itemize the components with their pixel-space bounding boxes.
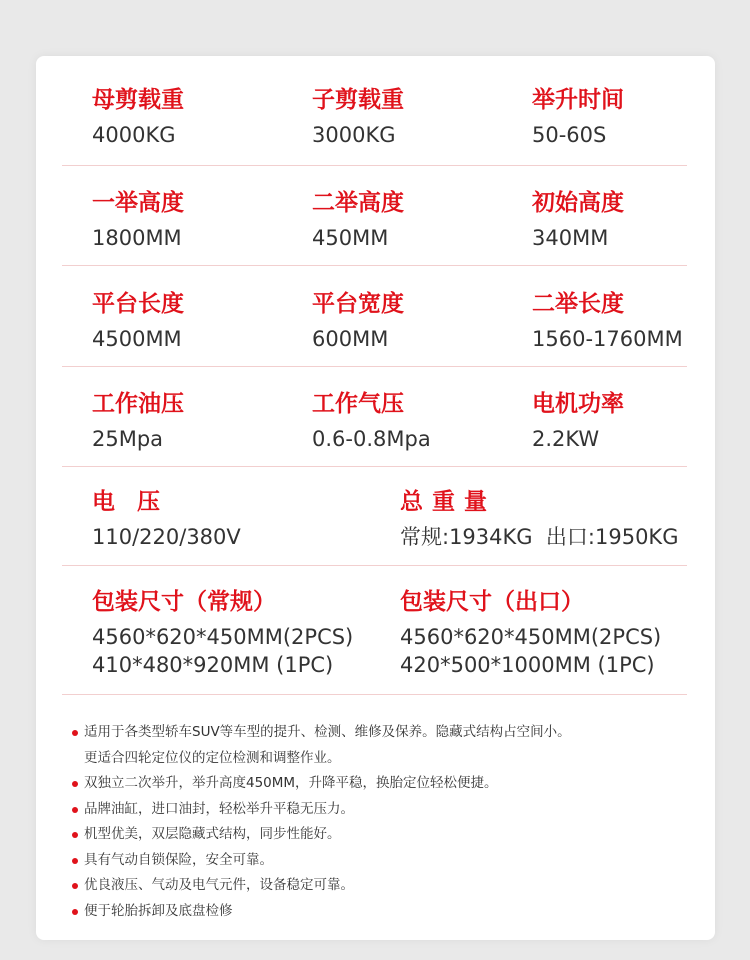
spec-row xyxy=(62,488,687,566)
bullet-icon xyxy=(72,883,78,889)
feature-text: 优良液压、气动及电气元件，设备稳定可靠。 xyxy=(84,877,354,893)
spec-row xyxy=(62,189,687,266)
bullet-icon xyxy=(72,832,78,838)
feature-text: 更适合四轮定位仪的定位检测和调整作业。 xyxy=(84,749,341,766)
spec-value: 25Mpa xyxy=(92,427,164,451)
bullet-icon xyxy=(72,807,78,813)
spec-cell-total-weight xyxy=(400,488,678,550)
spec-label: 一举高度 xyxy=(92,190,184,216)
feature-item xyxy=(72,720,712,746)
spec-value-line2: 410*480*920MM (1PC) xyxy=(92,653,334,677)
spec-label: 电压 xyxy=(92,489,182,515)
spec-row xyxy=(62,588,687,695)
spec-row xyxy=(62,390,687,467)
feature-text: 便于轮胎拆卸及底盘检修 xyxy=(84,902,233,919)
spec-label: 二举高度 xyxy=(312,190,404,216)
feature-item xyxy=(72,899,712,925)
spec-value: 4500MM xyxy=(92,327,182,351)
feature-text: 品牌油缸，进口油封，轻松举升平稳无压力。 xyxy=(84,800,354,817)
feature-text: 适用于各类型轿车SUV等车型的提升、检测、维修及保养。隐藏式结构占空间小。 xyxy=(84,724,571,740)
spec-value: 110/220/380V xyxy=(92,525,241,549)
spec-value-line2: 420*500*1000MM (1PC) xyxy=(400,653,655,677)
feature-list xyxy=(72,720,712,924)
spec-label: 工作油压 xyxy=(92,391,184,417)
spec-value: 2.2KW xyxy=(532,427,600,451)
spec-cell-second-lift-length xyxy=(532,290,683,352)
spec-label: 子剪载重 xyxy=(312,87,404,113)
spec-cell-lift-time xyxy=(532,86,624,148)
spec-value-line1: 4560*620*450MM(2PCS) xyxy=(400,625,662,649)
spec-value: 340MM xyxy=(532,226,609,250)
spec-value: 50-60S xyxy=(532,123,607,147)
spec-value: 450MM xyxy=(312,226,389,250)
spec-row xyxy=(62,86,687,166)
spec-cell-package-export xyxy=(400,588,661,678)
bullet-icon xyxy=(72,909,78,915)
spec-cell-motor-power xyxy=(532,390,624,452)
spec-cell-first-lift-height xyxy=(92,189,184,251)
spec-label: 平台长度 xyxy=(92,291,184,317)
spec-cell-platform-length xyxy=(92,290,184,352)
spec-cell-oil-pressure xyxy=(92,390,184,452)
spec-row xyxy=(62,290,687,367)
spec-label: 总重量 xyxy=(400,489,496,515)
feature-item xyxy=(72,822,712,848)
spec-label: 包装尺寸（出口） xyxy=(400,589,584,615)
spec-label: 二举长度 xyxy=(532,291,624,317)
spec-value: 1800MM xyxy=(92,226,182,250)
spec-label: 平台宽度 xyxy=(312,291,404,317)
bullet-icon xyxy=(72,781,78,787)
spec-label: 母剪载重 xyxy=(92,87,184,113)
feature-item xyxy=(72,873,712,899)
feature-item xyxy=(72,797,712,823)
spec-value: 1560-1760MM xyxy=(532,327,683,351)
feature-item-continuation xyxy=(72,746,712,772)
bullet-icon xyxy=(72,730,78,736)
spec-value: 4000KG xyxy=(92,123,176,147)
spec-cell-mother-load xyxy=(92,86,184,148)
spec-label: 初始高度 xyxy=(532,190,624,216)
spec-cell-platform-width xyxy=(312,290,404,352)
spec-cell-child-load xyxy=(312,86,404,148)
feature-text: 机型优美，双层隐藏式结构，同步性能好。 xyxy=(84,826,341,842)
spec-cell-air-pressure xyxy=(312,390,431,452)
spec-value: 600MM xyxy=(312,327,389,351)
spec-label: 举升时间 xyxy=(532,87,624,113)
feature-text: 双独立二次举升，举升高度450MM，升降平稳，换胎定位轻松便捷。 xyxy=(84,775,498,791)
feature-item xyxy=(72,848,712,874)
spec-value-line1: 4560*620*450MM(2PCS) xyxy=(92,625,354,649)
spec-card xyxy=(36,56,715,940)
spec-value: 3000KG xyxy=(312,123,396,147)
spec-label: 包装尺寸（常规） xyxy=(92,589,276,615)
spec-label: 工作气压 xyxy=(312,391,404,417)
spec-cell-initial-height xyxy=(532,189,624,251)
feature-text: 具有气动自锁保险，安全可靠。 xyxy=(84,851,273,868)
spec-value: 常规:1934KG 出口:1950KG xyxy=(400,525,679,549)
spec-cell-voltage xyxy=(92,488,241,550)
feature-item xyxy=(72,771,712,797)
spec-cell-package-standard xyxy=(92,588,353,678)
spec-cell-second-lift-height xyxy=(312,189,404,251)
spec-value: 0.6-0.8Mpa xyxy=(312,427,431,451)
bullet-icon xyxy=(72,858,78,864)
spec-label: 电机功率 xyxy=(532,391,624,417)
